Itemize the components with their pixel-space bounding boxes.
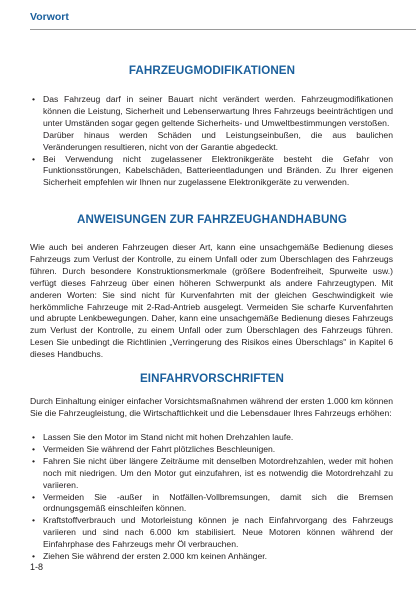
list-item	[30, 154, 393, 190]
chapter-title: Vorwort	[30, 11, 69, 23]
section-title-anweisungen: ANWEISUNGEN ZUR FAHRZEUGHANDHABUNG	[76, 213, 348, 226]
bullet-text: Kraftstoffverbrauch und Motorleistung können je nach Einfahrvorgang des Fahrzeugs variieren und sind nach 6.000 km stabilisiert. Neue Motoren können während der Einfahrphase des Fahrzeugs mehr Öl verbrauchen.	[43, 515, 393, 550]
bullet-text: Vermeiden Sie -außer in Notfällen-Vollbremsungen, damit sich die Bremsen ordnungsgemäß einschleifen können.	[43, 491, 393, 514]
list-item	[30, 456, 393, 492]
break-in-list	[30, 432, 393, 563]
handling-paragraph: Wie auch bei anderen Fahrzeugen dieser Art, kann eine unsachgemäße Bedienung dieses Fahrzeugs zum Verlust der Kontrolle, zu einem Unfall oder zum Überschlagen des Fahrzeugs führen. Durch besondere Konstruktionsmerkmale (größere Bodenfreiheit, Spurweite usw.) verfügt dieses Fahrzeug über einen höheren Schwerpunkt als andere Fahrzeugtypen. Mit anderen Worten: Sie sind nicht für Kurvenfahrten mit der gleichen Geschwindigkeit wie herkömmliche Fahrzeuge mit 2-Rad-Antrieb ausgelegt. Vermeiden Sie scharfe Kurvenfahrten und abrupte Lenkbewegungen. Daher, kann eine unsachgemäße Bedienung dieses Fahrzeugs zum Verlust der Kontrolle, zu einem Unfall oder zum Überschlagen des Fahrzeugs führen. Lesen Sie unbedingt die Richtlinien „Verringerung des Risikos eines Überschlags" in Kapitel 6 dieses Handbuchs.	[30, 242, 393, 360]
list-item	[30, 515, 393, 551]
page-number: 1-8	[30, 562, 44, 572]
bullet-continuation-text: Darüber hinaus werden Schäden und Leistungseinbußen, die aus baulichen Veränderungen resultieren, nicht von der Garantie abgedeckt.	[43, 129, 393, 152]
bullet-icon: •	[32, 94, 36, 104]
bullet-text: Fahren Sie nicht über längere Zeiträume mit denselben Motordrehzahlen, weder mit hohen noch mit niedrigen. Um den Motor gut einzufahren, ist es notwendig die Motordrehzahl zu variieren.	[43, 455, 393, 490]
bullet-icon: •	[32, 432, 36, 442]
section-title-fahrzeugmodifikationen: FAHRZEUGMODIFIKATIONEN	[128, 64, 296, 77]
bullet-icon: •	[32, 551, 36, 562]
list-item-continuation	[30, 130, 393, 154]
bullet-icon: •	[32, 455, 36, 466]
bullet-icon: •	[32, 443, 36, 454]
section-title-einfahrvorschriften: EINFAHRVORSCHRIFTEN	[139, 372, 285, 385]
list-item	[30, 551, 393, 563]
header-divider	[30, 29, 416, 30]
bullet-text: Lassen Sie den Motor im Stand nicht mit hohen Drehzahlen laufe.	[43, 432, 294, 442]
list-item	[30, 432, 393, 444]
bullet-text: Bei Verwendung nicht zugelassener Elektronikgeräte besteht die Gefahr von Funktionsstörungen, Kabelschäden, Batterieentladungen und Bränden. Zu Ihrer eigenen Sicherheit empfehlen wir Ihnen nur zugelassene Elektronikgeräte zu verwenden.	[43, 153, 393, 188]
bullet-icon: •	[32, 491, 36, 502]
bullet-text: Vermeiden Sie während der Fahrt plötzliches Beschleunigen.	[43, 443, 276, 454]
page-header	[0, 0, 416, 40]
break-in-intro: Durch Einhaltung einiger einfacher Vorsichtsmaßnahmen während der ersten 1.000 km können Sie die Fahrzeugleistung, die Wirtschaftlichkeit und die Lebensdauer Ihres Fahrzeugs erhöhen:	[30, 396, 393, 418]
bullet-text: Das Fahrzeug darf in seiner Bauart nicht verändert werden. Fahrzeugmodifikationen können die Leistung, Sicherheit und Lebenserwartung Ihres Fahrzeugs beeinträchtigen und unter Umständen sogar gegen geltende Sicherheits- und Umweltbestimmungen verstoßen.	[43, 94, 393, 128]
bullet-icon: •	[32, 153, 36, 164]
bullet-text: Ziehen Sie während der ersten 2.000 km keinen Anhänger.	[43, 551, 268, 562]
list-item	[30, 94, 393, 130]
list-item	[30, 444, 393, 456]
modification-list	[30, 94, 393, 189]
list-item	[30, 492, 393, 516]
bullet-icon: •	[32, 515, 36, 526]
